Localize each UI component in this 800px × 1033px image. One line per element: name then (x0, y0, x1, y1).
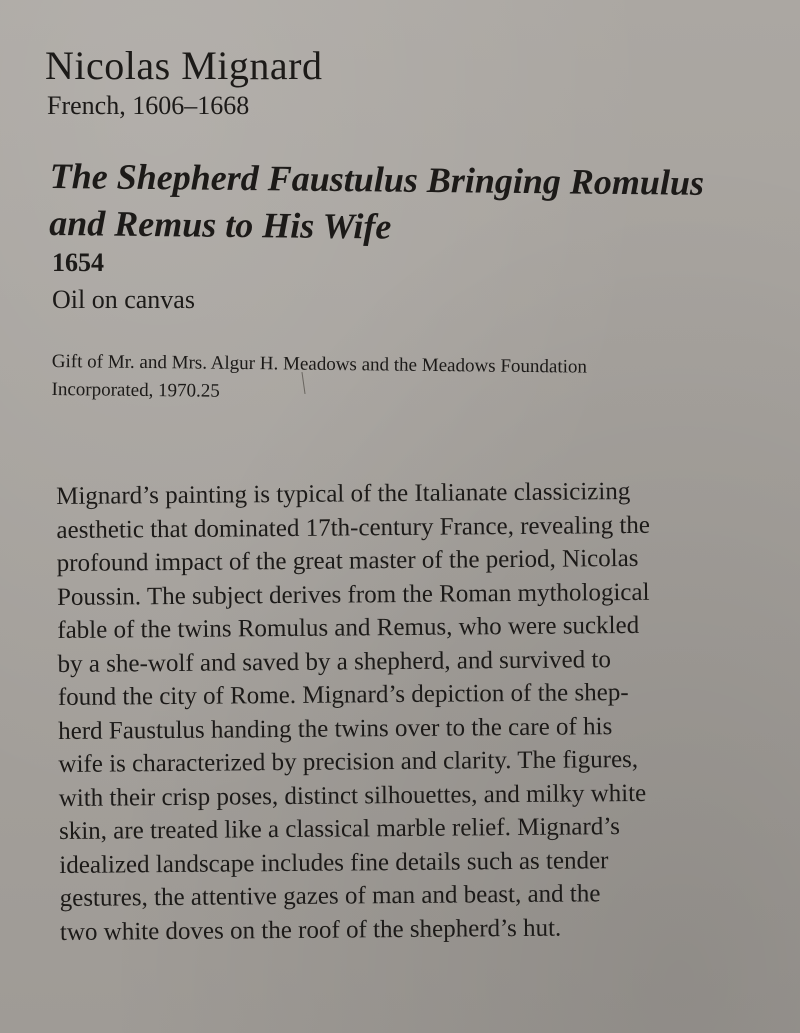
description-line: Mignard’s painting is typical of the Italianate classicizing (56, 477, 631, 510)
credit-line-text: Incorporated, 1970.25 (51, 378, 220, 402)
description-line: wife is characterized by precision and clarity. The figures, (58, 745, 639, 778)
description-line: aesthetic that dominated 17th-century France, revealing the (56, 511, 651, 544)
artist-nationality-dates: French, 1606–1668 (47, 91, 250, 120)
artist-name: Nicolas Mignard (45, 43, 323, 88)
description-line: two white doves on the roof of the shepherd’s hut. (59, 914, 562, 946)
description-line: herd Faustulus handing the twins over to the care of his (58, 712, 613, 745)
description-line: gestures, the attentive gazes of man and beast, and the (59, 880, 601, 912)
description-paragraph (56, 474, 790, 949)
description-line: skin, are treated like a classical marble relief. Mignard’s (58, 813, 621, 845)
artwork-date: 1654 (52, 248, 104, 277)
description-line: fable of the twins Romulus and Remus, who were suckled (57, 611, 640, 644)
artwork-title-line: and Remus to His Wife (49, 202, 392, 247)
description-line: by a she-wolf and saved by a shepherd, and survived to (57, 645, 612, 678)
credit-line (51, 348, 742, 411)
artwork-title (49, 153, 770, 255)
artwork-title-line: The Shepherd Faustulus Bringing Romulus (49, 155, 705, 203)
description-line: idealized landscape includes fine details such as tender (59, 846, 609, 879)
description-line: found the city of Rome. Mignard’s depiction of the shep- (57, 679, 629, 711)
artwork-medium: Oil on canvas (52, 285, 195, 314)
description-line: Poussin. The subject derives from the Roman mythological (56, 578, 650, 611)
description-line: profound impact of the great master of the period, Nicolas (56, 544, 639, 577)
credit-line-text: Gift of Mr. and Mrs. Algur H. Meadows and the Meadows Foundation (51, 350, 588, 378)
description-line: with their crisp poses, distinct silhouettes, and milky white (58, 779, 647, 812)
